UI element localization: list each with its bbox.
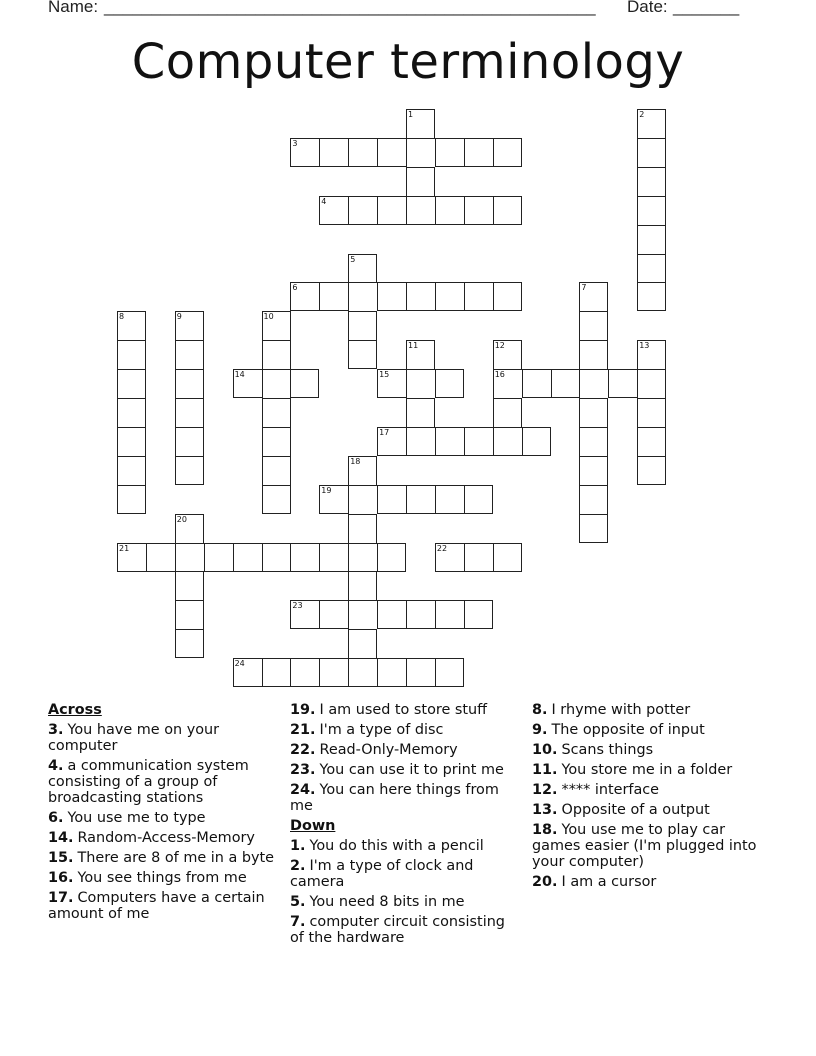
- grid-cell[interactable]: [406, 196, 435, 225]
- clue-down: [532, 742, 764, 758]
- clue-column-1: [48, 702, 280, 926]
- grid-cell[interactable]: [377, 282, 406, 311]
- grid-cell[interactable]: [579, 398, 608, 427]
- grid-cell[interactable]: [117, 427, 146, 456]
- clue-text: You see things from me: [77, 870, 247, 886]
- clue-across: [48, 810, 280, 826]
- clue-number: 19.: [290, 702, 316, 718]
- grid-cell[interactable]: [348, 629, 377, 658]
- grid-cell[interactable]: [493, 543, 522, 572]
- clue-number: 1.: [290, 838, 306, 854]
- grid-cell[interactable]: [319, 282, 348, 311]
- grid-cell[interactable]: [262, 658, 291, 687]
- clue-number: 4.: [48, 758, 64, 774]
- grid-cell[interactable]: [579, 514, 608, 543]
- grid-cell[interactable]: [175, 369, 204, 398]
- clue-number: 21.: [290, 722, 316, 738]
- cell-number: 8: [119, 312, 125, 322]
- clue-text: You use me to type: [67, 810, 206, 826]
- grid-cell[interactable]: [406, 485, 435, 514]
- grid-cell[interactable]: [262, 485, 291, 514]
- cell-number: 6: [292, 283, 298, 293]
- clue-text: Random-Access-Memory: [77, 830, 255, 846]
- grid-cell[interactable]: [117, 456, 146, 485]
- clue-across: [48, 758, 280, 806]
- clue-text: You can here things from me: [290, 782, 499, 814]
- cell-number: 14: [234, 370, 245, 380]
- cell-number: 3: [292, 138, 298, 148]
- grid-cell[interactable]: [319, 600, 348, 629]
- cell-number: 2: [639, 110, 645, 119]
- clue-number: 2.: [290, 858, 306, 874]
- clue-down: [290, 838, 522, 854]
- clue-down: [532, 702, 764, 718]
- clue-across: [290, 742, 522, 758]
- cell-number: 20: [176, 514, 187, 524]
- grid-cell[interactable]: [551, 369, 580, 398]
- clue-across: [290, 762, 522, 778]
- grid-cell[interactable]: [175, 543, 204, 572]
- grid-cell[interactable]: [377, 600, 406, 629]
- grid-cell[interactable]: [464, 196, 493, 225]
- grid-cell[interactable]: [117, 485, 146, 514]
- clue-down: [290, 914, 522, 946]
- grid-cell[interactable]: [579, 456, 608, 485]
- grid-cell[interactable]: [464, 543, 493, 572]
- grid-cell[interactable]: [464, 138, 493, 167]
- grid-cell[interactable]: [377, 138, 406, 167]
- grid-cell[interactable]: [348, 340, 377, 369]
- grid-cell[interactable]: [117, 340, 146, 369]
- grid-cell[interactable]: [464, 600, 493, 629]
- clue-down: [532, 822, 764, 870]
- grid-cell[interactable]: [175, 398, 204, 427]
- grid-cell[interactable]: [406, 398, 435, 427]
- date-label: Date:: [627, 0, 668, 16]
- grid-cell[interactable]: [493, 398, 522, 427]
- grid-cell[interactable]: [262, 427, 291, 456]
- grid-cell[interactable]: [233, 543, 262, 572]
- grid-cell[interactable]: [435, 282, 464, 311]
- grid-cell[interactable]: [579, 485, 608, 514]
- grid-cell[interactable]: [579, 311, 608, 340]
- clue-text: a communication system consisting of a group of broadcasting stations: [48, 758, 249, 806]
- clue-text: **** interface: [561, 782, 660, 798]
- clue-text: You have me on your computer: [48, 722, 220, 754]
- clue-down: [532, 722, 764, 738]
- cell-number: 12: [494, 341, 505, 351]
- clue-across: [48, 722, 280, 754]
- grid-cell[interactable]: [377, 658, 406, 687]
- clue-across: [290, 702, 522, 718]
- grid-cell[interactable]: [608, 369, 637, 398]
- grid-cell[interactable]: [348, 543, 377, 572]
- puzzle-title: Computer terminology: [131, 34, 685, 90]
- clue-number: 16.: [48, 870, 74, 886]
- name-label: Name:: [48, 0, 99, 16]
- cell-number: 13: [639, 341, 650, 351]
- grid-cell[interactable]: [348, 138, 377, 167]
- grid-cell[interactable]: [493, 138, 522, 167]
- clue-text: There are 8 of me in a byte: [77, 850, 274, 866]
- clue-down: [532, 874, 764, 890]
- grid-cell[interactable]: [377, 485, 406, 514]
- clue-across: [290, 782, 522, 814]
- grid-cell[interactable]: [348, 571, 377, 600]
- grid-cell[interactable]: [435, 138, 464, 167]
- clue-down: [532, 802, 764, 818]
- cell-number: 23: [292, 601, 303, 611]
- cell-number: 4: [321, 196, 327, 206]
- grid-cell[interactable]: [348, 658, 377, 687]
- grid-cell[interactable]: [348, 282, 377, 311]
- grid-cell[interactable]: [406, 658, 435, 687]
- clue-number: 6.: [48, 810, 64, 826]
- clue-number: 13.: [532, 802, 558, 818]
- clue-text: You store me in a folder: [561, 762, 733, 778]
- clue-down: [532, 782, 764, 798]
- cell-number: 11: [408, 341, 419, 351]
- grid-cell[interactable]: [348, 196, 377, 225]
- clue-text: Read-Only-Memory: [319, 742, 458, 758]
- grid-cell[interactable]: [175, 456, 204, 485]
- grid-cell[interactable]: [464, 282, 493, 311]
- grid-cell[interactable]: [493, 427, 522, 456]
- clue-across: [48, 850, 280, 866]
- grid-cell[interactable]: [175, 629, 204, 658]
- cell-number: 5: [350, 254, 356, 264]
- grid-cell[interactable]: [637, 254, 666, 283]
- grid-cell[interactable]: [637, 167, 666, 196]
- clue-text: Opposite of a output: [561, 802, 710, 818]
- clue-text: You do this with a pencil: [309, 838, 484, 854]
- grid-cell[interactable]: [435, 369, 464, 398]
- clue-number: 3.: [48, 722, 64, 738]
- clue-number: 7.: [290, 914, 306, 930]
- clue-text: I am a cursor: [561, 874, 657, 890]
- grid-cell[interactable]: [146, 543, 175, 572]
- grid-cell[interactable]: [435, 485, 464, 514]
- grid-cell[interactable]: [377, 543, 406, 572]
- cell-number: 17: [379, 427, 390, 437]
- grid-cell[interactable]: [464, 427, 493, 456]
- grid-cell[interactable]: [175, 571, 204, 600]
- grid-cell[interactable]: [117, 398, 146, 427]
- clue-text: I'm a type of clock and camera: [290, 858, 474, 890]
- clue-number: 24.: [290, 782, 316, 798]
- clue-number: 18.: [532, 822, 558, 838]
- grid-cell[interactable]: [377, 196, 406, 225]
- grid-cell[interactable]: [290, 543, 319, 572]
- grid-cell[interactable]: [319, 138, 348, 167]
- grid-cell[interactable]: [406, 167, 435, 196]
- grid-cell[interactable]: [406, 369, 435, 398]
- grid-cell[interactable]: [262, 340, 291, 369]
- clue-text: You need 8 bits in me: [309, 894, 465, 910]
- cell-number: 9: [176, 312, 182, 322]
- cell-number: 21: [119, 543, 130, 553]
- clue-column-2: [290, 702, 522, 950]
- grid-cell[interactable]: [637, 427, 666, 456]
- grid-cell[interactable]: [579, 340, 608, 369]
- clue-number: 10.: [532, 742, 558, 758]
- clue-number: 17.: [48, 890, 74, 906]
- grid-cell[interactable]: [522, 427, 551, 456]
- grid-cell[interactable]: [637, 282, 666, 311]
- grid-cell[interactable]: [348, 485, 377, 514]
- name-field[interactable]: ____________________________________________________: [104, 0, 596, 16]
- grid-cell[interactable]: [464, 485, 493, 514]
- cell-number: 1: [408, 110, 414, 119]
- grid-cell[interactable]: [290, 658, 319, 687]
- clue-text: I am used to store stuff: [319, 702, 488, 718]
- grid-cell[interactable]: [637, 398, 666, 427]
- cell-number: 18: [350, 456, 361, 466]
- grid-cell[interactable]: [435, 600, 464, 629]
- clue-number: 20.: [532, 874, 558, 890]
- grid-cell[interactable]: [435, 427, 464, 456]
- grid-cell[interactable]: [637, 225, 666, 254]
- clue-down: [532, 762, 764, 778]
- grid-cell[interactable]: [406, 138, 435, 167]
- grid-cell[interactable]: [319, 543, 348, 572]
- grid-cell[interactable]: [175, 600, 204, 629]
- clue-text: Computers have a certain amount of me: [48, 890, 265, 922]
- grid-cell[interactable]: [435, 196, 464, 225]
- cell-number: 15: [379, 370, 390, 380]
- clue-number: 22.: [290, 742, 316, 758]
- clue-number: 5.: [290, 894, 306, 910]
- grid-cell[interactable]: [406, 427, 435, 456]
- clue-across: [290, 722, 522, 738]
- grid-cell[interactable]: [406, 600, 435, 629]
- clue-across: [48, 830, 280, 846]
- grid-cell[interactable]: [262, 456, 291, 485]
- across-heading: Across: [48, 702, 102, 718]
- clue-number: 15.: [48, 850, 74, 866]
- grid-cell[interactable]: [348, 514, 377, 543]
- clue-number: 8.: [532, 702, 548, 718]
- clue-text: I'm a type of disc: [319, 722, 444, 738]
- clue-number: 14.: [48, 830, 74, 846]
- clue-text: I rhyme with potter: [551, 702, 691, 718]
- grid-cell[interactable]: [175, 340, 204, 369]
- clue-across: [48, 890, 280, 922]
- grid-cell[interactable]: [435, 658, 464, 687]
- clue-down: [290, 894, 522, 910]
- grid-cell[interactable]: [579, 427, 608, 456]
- grid-cell[interactable]: [117, 369, 146, 398]
- clue-column-3: [532, 702, 764, 894]
- cell-number: 16: [494, 370, 505, 380]
- cell-number: 22: [436, 543, 448, 553]
- date-field[interactable]: _______: [673, 0, 740, 16]
- grid-cell[interactable]: [319, 658, 348, 687]
- clue-text: Scans things: [561, 742, 654, 758]
- grid-cell[interactable]: [637, 369, 666, 398]
- grid-cell[interactable]: [637, 456, 666, 485]
- grid-cell[interactable]: [637, 138, 666, 167]
- grid-cell[interactable]: [579, 369, 608, 398]
- clue-text: You use me to play car games easier (I'm plugged into your computer): [532, 822, 757, 870]
- grid-cell[interactable]: [637, 196, 666, 225]
- grid-cell[interactable]: [348, 600, 377, 629]
- grid-cell[interactable]: [348, 311, 377, 340]
- grid-cell[interactable]: [262, 543, 291, 572]
- grid-cell[interactable]: [493, 196, 522, 225]
- cell-number: 7: [581, 283, 587, 293]
- clue-number: 11.: [532, 762, 558, 778]
- cell-number: 24: [234, 659, 245, 669]
- grid-cell[interactable]: [262, 398, 291, 427]
- down-heading: Down: [290, 818, 336, 834]
- grid-cell[interactable]: [175, 427, 204, 456]
- clue-text: You can use it to print me: [319, 762, 504, 778]
- grid-cell[interactable]: [204, 543, 233, 572]
- clue-number: 12.: [532, 782, 558, 798]
- clue-text: computer circuit consisting of the hardware: [290, 914, 505, 946]
- clue-across: [48, 870, 280, 886]
- grid-cell[interactable]: [262, 369, 291, 398]
- grid-cell[interactable]: [290, 369, 319, 398]
- clue-down: [290, 858, 522, 890]
- clue-number: 9.: [532, 722, 548, 738]
- grid-cell[interactable]: [493, 282, 522, 311]
- clue-text: The opposite of input: [551, 722, 705, 738]
- grid-cell[interactable]: [522, 369, 551, 398]
- grid-cell[interactable]: [406, 282, 435, 311]
- cell-number: 10: [263, 312, 274, 322]
- cell-number: 19: [321, 485, 332, 495]
- clue-number: 23.: [290, 762, 316, 778]
